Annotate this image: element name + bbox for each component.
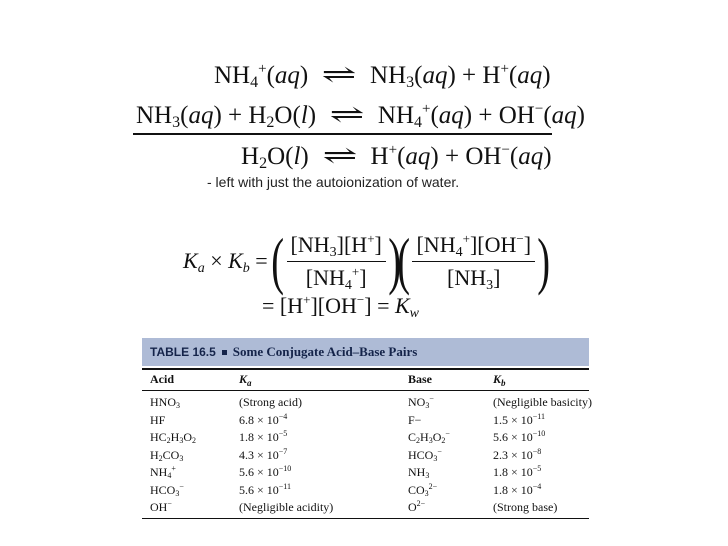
base-cell: F− <box>408 412 422 427</box>
equation-water-autoionization <box>241 141 552 172</box>
table-header-rule <box>142 390 589 391</box>
base-cell: $CO_3^{2-}$ <box>408 481 438 498</box>
acid-cell: OH− <box>150 499 172 514</box>
base-cell: $NO_3^-$ <box>408 394 434 410</box>
kb-cell: $2.3 \times 10^{-8}$ <box>493 446 542 462</box>
column-header-acid: Acid <box>150 372 174 386</box>
ka-kb-equation <box>183 225 551 296</box>
ka-cell: $4.3 \times 10^{-7}$ <box>239 446 288 462</box>
base-cell: $HCO_3^-$ <box>408 446 442 463</box>
column-header-kb: $K_b$ <box>493 372 506 388</box>
ka-cell: (Negligible acidity) <box>239 500 334 514</box>
table-top-rule <box>142 368 589 370</box>
ka-cell: $5.6 \times 10^{-11}$ <box>239 481 291 497</box>
square-bullet-icon <box>222 350 227 355</box>
ka-cell: $1.8 \times 10^{-5}$ <box>239 429 288 444</box>
equilibrium-arrow-icon: ⇌ <box>329 100 365 129</box>
eq2-lhs: $NH_3(aq) + H_2O(l)$ <box>136 102 317 131</box>
acid-cell: $NH_4^+$ <box>150 464 176 480</box>
table-row <box>142 499 589 517</box>
fraction-2-numerator: $[NH_4^+][OH^-]$ <box>412 232 535 262</box>
table-row <box>142 482 589 500</box>
base-cell: $C_2H_3O_2^-$ <box>408 429 450 445</box>
eq3-rhs: H+(aq) + OH−(aq) <box>370 142 552 170</box>
equilibrium-arrow-icon: ⇌ <box>321 60 357 89</box>
right-paren-1: ) <box>388 225 401 296</box>
kw-result: = $[H^+][OH^-] = K_w$ <box>262 292 420 321</box>
kb-cell: $1.8 \times 10^{-4}$ <box>493 481 542 497</box>
autoionization-note: - left with just the autoionization of water. <box>207 174 460 190</box>
left-paren-1: ( <box>271 225 285 296</box>
table-header-bar <box>142 338 589 366</box>
table-title: Some Conjugate Acid–Base Pairs <box>232 344 418 359</box>
acid-cell: $H_2CO_3$ <box>150 447 184 463</box>
table-bottom-rule <box>142 518 589 519</box>
kb-cell: (Strong base) <box>493 500 558 514</box>
column-header-base: Base <box>408 372 432 386</box>
table-row <box>142 429 589 447</box>
kb-cell: $1.5 \times 10^{-11}$ <box>493 411 545 427</box>
table-number: TABLE 16.5 <box>150 345 216 359</box>
equation-ammonia-hydrolysis <box>136 100 585 131</box>
conjugate-pairs-table <box>142 338 592 526</box>
sum-divider <box>133 133 552 135</box>
ka-cell: $5.6 \times 10^{-10}$ <box>239 464 292 479</box>
left-paren-2: ( <box>397 225 411 296</box>
equation-ammonium-dissociation <box>214 60 551 91</box>
base-cell: $NH_3$ <box>408 465 430 480</box>
ka-cell: (Strong acid) <box>239 395 302 409</box>
column-header-ka: $K_a$ <box>239 372 252 388</box>
ka-cell: $6.8 \times 10^{-4}$ <box>239 411 288 427</box>
eq1-lhs: $NH_4^+(aq)$ <box>214 61 309 91</box>
table-row <box>142 412 589 430</box>
acid-cell: $HC_2H_3O_2$ <box>150 430 197 445</box>
table-row <box>142 464 589 482</box>
eq2-rhs: $NH_4^+(aq) + OH^-(aq)$ <box>377 101 585 131</box>
fraction-2-denominator: $[NH_3]$ <box>447 264 501 293</box>
acid-cell: $HNO_3$ <box>150 395 180 410</box>
kb-cell: $5.6 \times 10^{-10}$ <box>493 429 546 444</box>
fraction-2 <box>412 232 535 291</box>
ka-kb-lhs: $K_a \times K_b$ = <box>183 248 274 276</box>
table-row <box>142 447 589 465</box>
acid-cell: $HCO_3^-$ <box>150 481 184 498</box>
table-body <box>142 394 592 517</box>
right-paren-2: ) <box>537 225 551 296</box>
fraction-1-denominator: $[NH_4^+]$ <box>305 263 367 293</box>
table-row <box>142 394 592 412</box>
acid-cell: HF <box>150 412 166 427</box>
fraction-1 <box>287 232 386 291</box>
kb-cell: $1.8 \times 10^{-5}$ <box>493 464 542 479</box>
fraction-1-numerator: $[NH_3][H^+]$ <box>287 232 386 262</box>
eq1-rhs: $NH_3(aq) + H^+(aq)$ <box>370 61 551 91</box>
eq3-lhs: $H_2O(l)$ <box>241 143 309 172</box>
base-cell: $O^{2-}$ <box>408 499 426 514</box>
equilibrium-arrow-icon: ⇌ <box>322 141 358 170</box>
kb-cell: (Negligible basicity) <box>493 395 592 409</box>
